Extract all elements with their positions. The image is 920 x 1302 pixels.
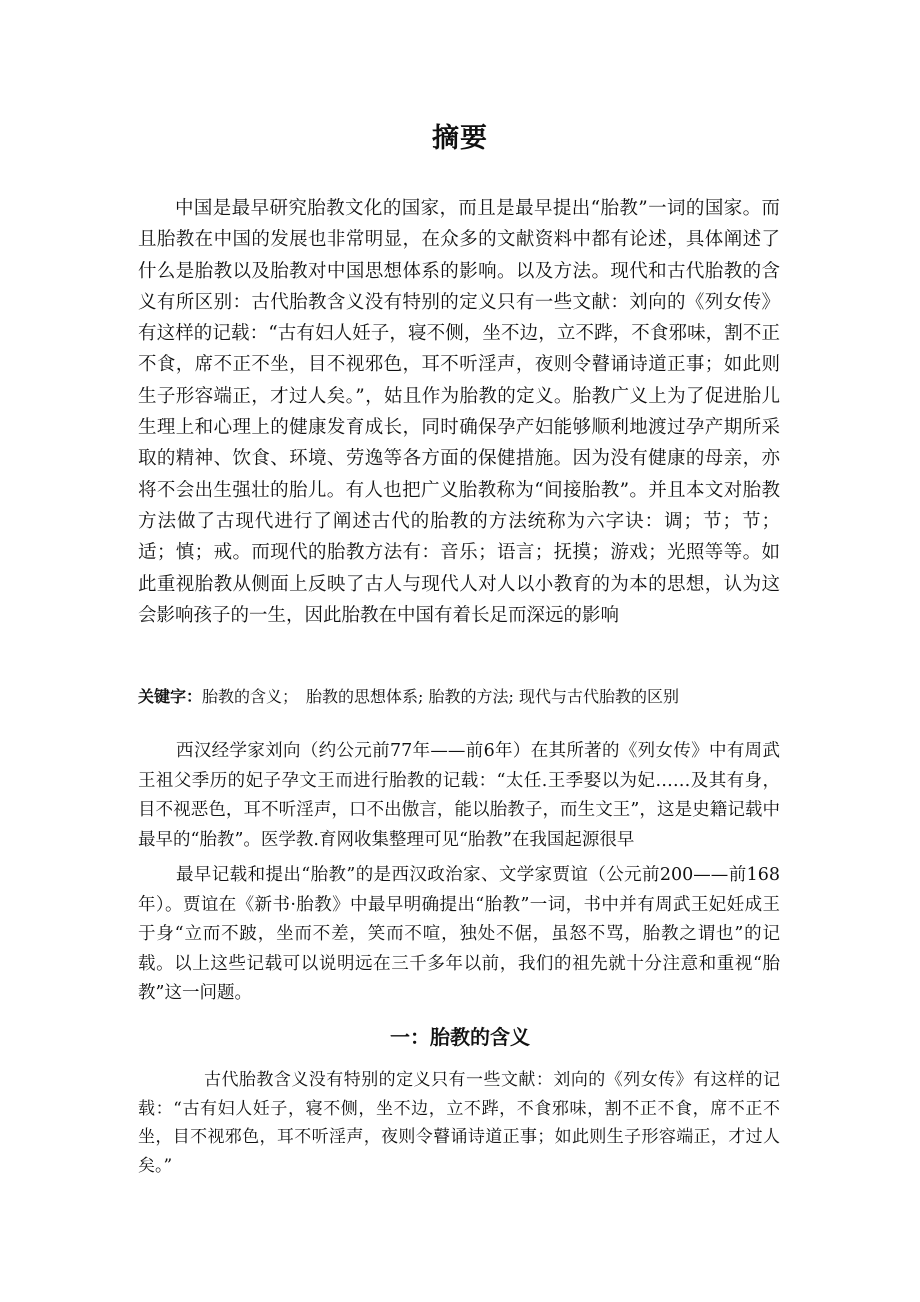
section-paragraph: 古代胎教含义没有特别的定义只有一些文献：刘向的《列女传》有这样的记载：“古有妇人妊子，寝不侧，坐不边，立不跸，不食邪味，割不正不食，席不正不坐，目不视邪色，耳不听淫声，夜则令瞽诵诗道正事；如此则生子形容端正，才过人矣。” [138,1070,780,1176]
section-heading: 一：胎教的含义 [390,1025,530,1049]
keywords-text: 胎教的含义； 胎教的思想体系; 胎教的方法; 现代与古代胎教的区别 [202,687,679,706]
keywords-line [138,684,780,710]
body-paragraph: 西汉经学家刘向（约公元前77年——前6年）在其所著的《列女传》中有周武王祖父季历的妃子孕文王而进行胎教的记载：“太任.王季娶以为妃……及其有身，目不视恶色，耳不听淫声，口不出傲言，能以胎教子，而生文王”，这是史籍记载中最早的“胎教”。医学教.育网收集整理可见“胎教”在我国起源很早 [138,741,780,850]
body-paragraph: 最早记载和提出“胎教”的是西汉政治家、文学家贾谊（公元前200——前168年）。贾谊在《新书·胎教》中最早明确提出“胎教”一词，书中并有周武王妃妊成王于身“立而不跛，坐而不差，笑而不喧，独处不倨，虽怒不骂，胎教之谓也”的记载。以上这些记载可以说明远在三千多年以前，我们的祖先就十分注意和重视“胎教”这一问题。 [138,865,780,1003]
keywords-label: 关键字： [138,687,203,706]
page-title: 摘要 [432,123,488,154]
abstract-paragraph: 中国是最早研究胎教文化的国家，而且是最早提出“胎教”一词的国家。而且胎教在中国的发展也非常明显，在众多的文献资料中都有论述，具体阐述了什么是胎教以及胎教对中国思想体系的影响。以及方法。现代和古代胎教的含义有所区别：古代胎教含义没有特别的定义只有一些文献：刘向的《列女传》有这样的记载：“古有妇人妊子，寝不侧，坐不边，立不跸，不食邪味，割不正不食，席不正不坐，目不视邪色，耳不听淫声，夜则令瞽诵诗道正事；如此则生子形容端正，才过人矣。”，姑且作为胎教的定义。胎教广义上为了促进胎儿生理上和心理上的健康发育成长，同时确保孕产妇能够顺利地渡过孕产期所采取的精神、饮食、环境、劳逸等各方面的保健措施。因为没有健康的母亲，亦将不会出生强壮的胎儿。有人也把广义胎教称为“间接胎教”。并且本文对胎教方法做了古现代进行了阐述古代的胎教的方法统称为六字诀：调；节；节；适；慎；戒。而现代的胎教方法有：音乐；语言；抚摸；游戏；光照等等。如此重视胎教从侧面上反映了古人与现代人对人以小教育的为本的思想，认为这会影响孩子的一生，因此胎教在中国有着长足而深远的影响 [138,198,780,626]
